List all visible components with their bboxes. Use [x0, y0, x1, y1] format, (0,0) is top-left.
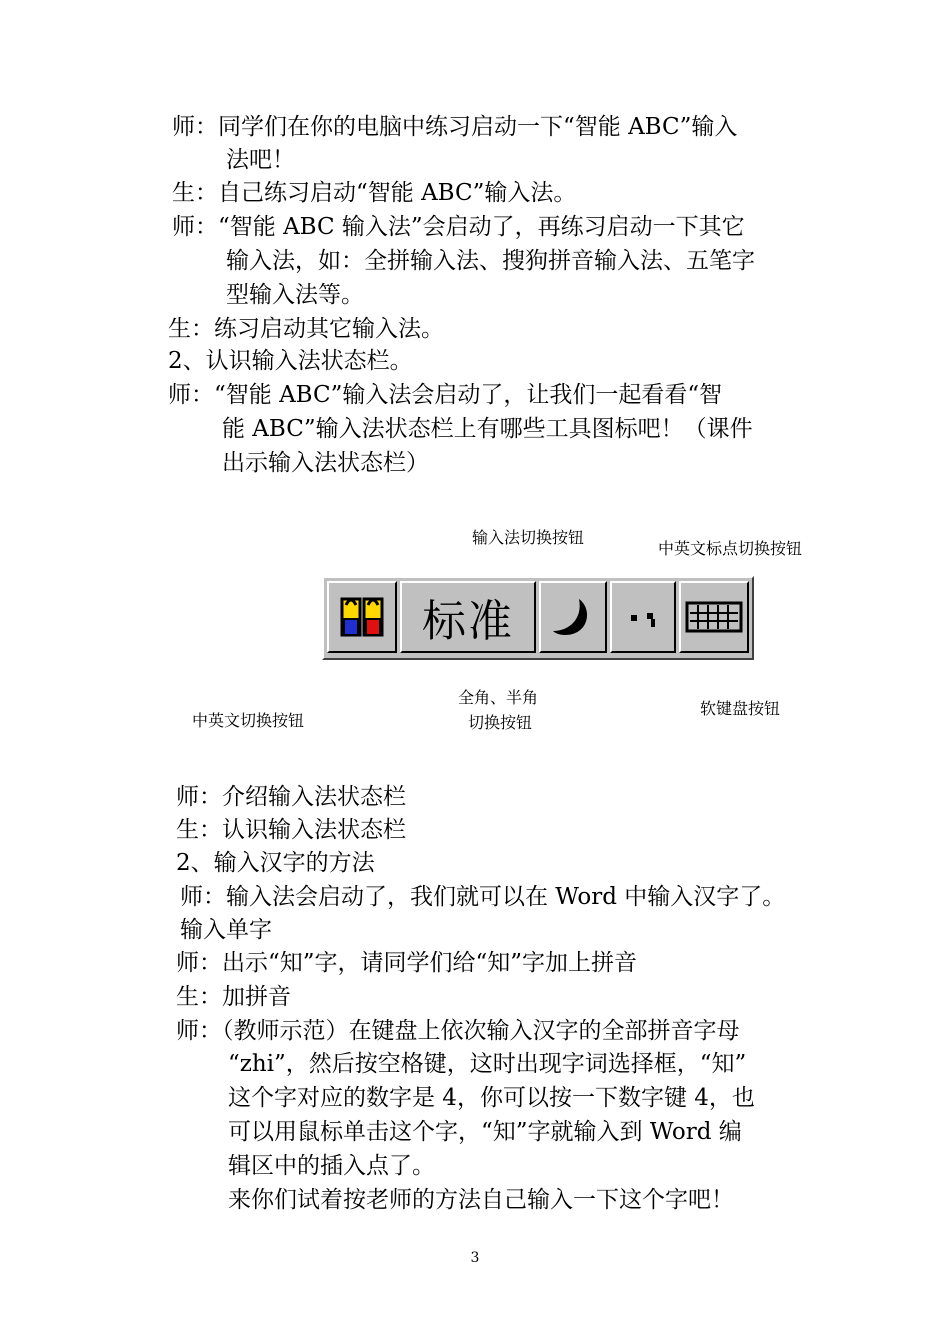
caption-punct-switch: 中英文标点切换按钮 — [658, 539, 803, 558]
caption-ime-switch: 输入法切换按钮 — [472, 528, 585, 547]
text-line-12: 师：介绍输入法状态栏 — [176, 784, 406, 810]
punctuation-switch-button[interactable] — [610, 581, 676, 653]
text-line-21: 这个字对应的数字是 4，你可以按一下数字键 4，也 — [228, 1085, 755, 1111]
ime-status-bar — [322, 576, 754, 660]
text-line-14: 2、输入汉字的方法 — [176, 850, 375, 876]
text-line-20: “zhi”，然后按空格键，这时出现字词选择框，“知” — [228, 1051, 747, 1077]
text-line-11: 出示输入法状态栏） — [222, 450, 429, 476]
moon-icon — [549, 593, 597, 641]
caption-soft-kbd: 软键盘按钮 — [700, 699, 781, 718]
text-line-9: 师：“智能 ABC”输入法会启动了，让我们一起看看“智 — [168, 382, 723, 408]
text-line-15: 师：输入法会启动了，我们就可以在 Word 中输入汉字了。 — [180, 884, 786, 910]
cn-en-switch-button[interactable] — [400, 581, 536, 653]
text-line-5: 输入法，如：全拼输入法、搜狗拼音输入法、五笔字 — [226, 248, 755, 274]
text-line-3: 生：自己练习启动“智能 ABC”输入法。 — [172, 180, 577, 206]
text-line-2: 法吧！ — [226, 147, 295, 173]
caption-fullhalf-2: 切换按钮 — [468, 713, 533, 732]
punctuation-icon — [619, 597, 667, 637]
page-number: 3 — [470, 1250, 480, 1266]
text-line-6: 型输入法等。 — [226, 282, 364, 308]
soft-keyboard-button[interactable] — [679, 581, 749, 653]
text-line-19: 师：（教师示范）在键盘上依次输入汉字的全部拼音字母 — [176, 1018, 740, 1044]
full-half-width-button[interactable] — [539, 581, 607, 653]
text-line-1: 师：同学们在你的电脑中练习启动一下“智能 ABC”输入 — [172, 114, 738, 140]
text-line-23: 辑区中的插入点了。 — [228, 1153, 435, 1179]
ime-switch-button[interactable] — [327, 581, 397, 653]
text-line-13: 生：认识输入法状态栏 — [176, 817, 406, 843]
abc-logo-icon — [334, 589, 390, 645]
text-line-17: 师：出示“知”字，请同学们给“知”字加上拼音 — [176, 950, 638, 976]
caption-cn-en-switch: 中英文切换按钮 — [192, 711, 305, 730]
text-line-8: 2、认识输入法状态栏。 — [168, 348, 413, 374]
text-line-22: 可以用鼠标单击这个字，“知”字就输入到 Word 编 — [228, 1119, 742, 1145]
text-line-24: 来你们试着按老师的方法自己输入一下这个字吧！ — [228, 1187, 734, 1213]
status-mode-text: 标准 — [422, 596, 514, 647]
text-line-18: 生：加拼音 — [176, 984, 291, 1010]
text-line-16: 输入单字 — [180, 917, 272, 943]
text-line-7: 生：练习启动其它输入法。 — [168, 316, 444, 342]
text-line-4: 师：“智能 ABC 输入法”会启动了，再练习启动一下其它 — [172, 214, 745, 240]
keyboard-icon — [684, 597, 744, 637]
text-line-10: 能 ABC”输入法状态栏上有哪些工具图标吧！（课件 — [222, 416, 753, 442]
caption-fullhalf-1: 全角、半角 — [458, 688, 539, 707]
